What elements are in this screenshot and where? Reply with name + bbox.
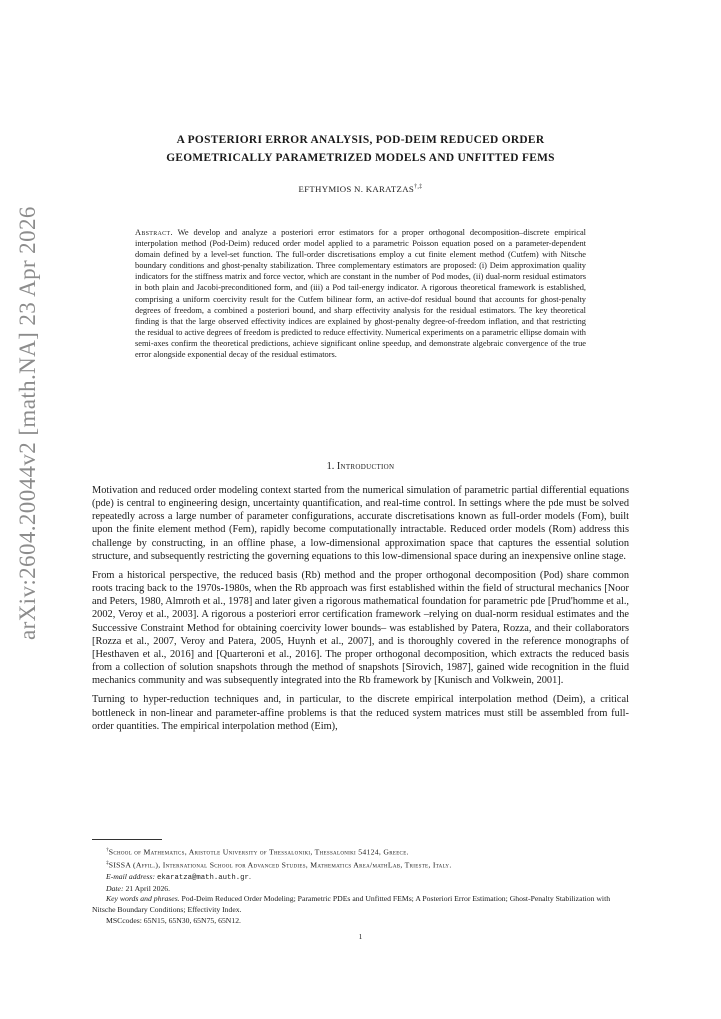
title-line-1: A POSTERIORI ERROR ANALYSIS, POD-DEIM REDUCED ORDER xyxy=(176,134,545,146)
keywords-label: Key words and phrases. xyxy=(106,894,180,904)
footnote-rule xyxy=(92,839,162,840)
arxiv-sidebar-stamp: arXiv:2604.20044v2 [math.NA] 23 Apr 2026 xyxy=(15,206,40,640)
paragraph: Turning to hyper-reduction techniques and, in particular, to the discrete empirical interpolation method (Deim), a critical bottleneck in non-linear and parameter-affine problems is that the reduced system matrices must still be assembled from full-order quantities. The empirical interpolation method (Eim), xyxy=(92,694,629,732)
footnote-mark: ‡ xyxy=(106,860,109,867)
title-line-2: GEOMETRICALLY PARAMETRIZED MODELS AND UNFITTED FEMS xyxy=(166,152,555,164)
email-label: E-mail address: xyxy=(106,871,156,881)
footnote-email: E-mail address: ekaratza@math.auth.gr. xyxy=(106,871,251,882)
paper-title xyxy=(92,131,629,167)
keywords-text: Pod-Deim Reduced Order Modeling; Parametric PDEs and Unfitted FEMs; A Posteriori Error Estimation; Ghost-Penalty Stabilization with Nitsche Boundary Conditions; Effectivity Index. xyxy=(92,894,611,915)
affiliation-text: School of Mathematics, Aristotle University of Thessaloniki, Thessaloniki 54124, Greece. xyxy=(108,847,409,857)
footnotes xyxy=(92,845,629,927)
paragraph: From a historical perspective, the reduced basis (Rb) method and the proper orthogonal decomposition (Pod) share common roots tracing back to the 1970s-1980s, when the Rb approach was first established within the field of structural mechanics [Noor and Peters, 1980, Almroth et al., 1978] and later given a rigorous mathematical foundation for parametric pde [Prud'homme et al., 2002, Veroy et al., 2003]. A rigorous a posteriori error certification framework –relying on dual-norm residual estimates and the Successive Constraint Method for obtaining coercivity lower bounds– was established by Patera, Rozza, and their collaborators [Rozza et al., 2007, Veroy and Patera, 2005, Huynh et al., 2007], and is thoroughly covered in the reference monographs of [Hesthaven et al., 2016] and [Quarteroni et al., 2016]. The proper orthogonal decomposition, which extracts the reduced basis from a collection of solution snapshots through the method of snapshots [Sirovich, 1987], gained wide recognition in the fluid mechanics community and was subsequently integrated into the Rb framework by [Kunisch and Volkwein, 2001]. xyxy=(92,569,629,687)
body-text xyxy=(92,484,629,739)
abstract-text: We develop and analyze a posteriori error estimators for a proper orthogonal decomposition–discrete empirical interpolation method (Pod-Deim) reduced order model applied to a parametric Poisson equation posed on a parameter-dependent domain defined by a level-set function. The full-order discretisations employ a cut finite element method (Cutfem) with Nitsche boundary conditions and ghost-penalty stabilization. Three complementary estimators are proposed: (i) Deim approximation quality indicators for the stiffness matrix and force vector, which are constant in the number of Pod modes, (ii) dual-norm residual estimators in both plain and Jacobi-preconditioned form, and (iii) a Pod tail-energy indicator. A rigorous theoretical framework is established, comprising a uniform coercivity result for the Cutfem bilinear form, an active-dof residual bound that accounts for ghost-penalty degrees of freedom, a combined a posteriori bound, and sharp effectivity analysis for the residual estimators. The key theoretical finding is that the large observed effectivity indices are explained by ghost-penalty degree-of-freedom inflation, and that restricting the residual to active degrees of freedom is predicted to reduce effectivity. Numerical experiments on a parametric ellipse domain with semi-axes confirm the theoretical predictions, achieve significant online speedup, and demonstrate algebraic convergence of the true error alongside exponential decay of the residual estimators. xyxy=(135,228,586,360)
footnote-msc: MSCcodes: 65N15, 65N30, 65N75, 65N12. xyxy=(106,915,241,925)
affiliation-text: SISSA (Affil.), International School for Advanced Studies, Mathematics Area/mathLab, Trieste, Italy. xyxy=(108,860,452,870)
section-title: Introduction xyxy=(336,461,395,472)
abstract-label: Abstract. xyxy=(135,228,173,237)
abstract xyxy=(135,227,586,360)
author-name: EFTHYMIOS N. KARATZAS xyxy=(298,184,415,194)
section-heading xyxy=(92,461,629,472)
paragraph: Motivation and reduced order modeling context started from the numerical simulation of parametric partial differential equations (pde) is central to engineering design, uncertainty quantification, and real-time control. In settings where the pde must be solved repeatedly across a large number of parameter configurations, accurate discretisations known as full-order models (Fom), built upon the finite element method (Fem), rapidly become computationally intractable. Reduced order models (Rom) address this challenge by constructing, in an offline phase, a low-dimensional approximation space that captures the essential solution structure, and subsequently restricting the governing equations to this low-dimensional space during an inexpensive online stage. xyxy=(92,485,629,562)
page-number: 1 xyxy=(358,932,363,941)
footnote-keywords xyxy=(92,894,629,916)
footnote-mark: † xyxy=(106,847,109,853)
author-line xyxy=(92,184,629,194)
date-label: Date: xyxy=(106,883,124,893)
email-address: ekaratza@math.auth.gr xyxy=(156,873,249,882)
author-affiliation-marks: †,‡ xyxy=(414,184,423,191)
section-number: 1. xyxy=(326,461,335,472)
date-value: 21 April 2026. xyxy=(125,883,171,893)
footnote-affiliation-2 xyxy=(92,858,629,871)
footnote-affiliation-1 xyxy=(92,845,629,858)
footnote-date xyxy=(92,884,629,895)
